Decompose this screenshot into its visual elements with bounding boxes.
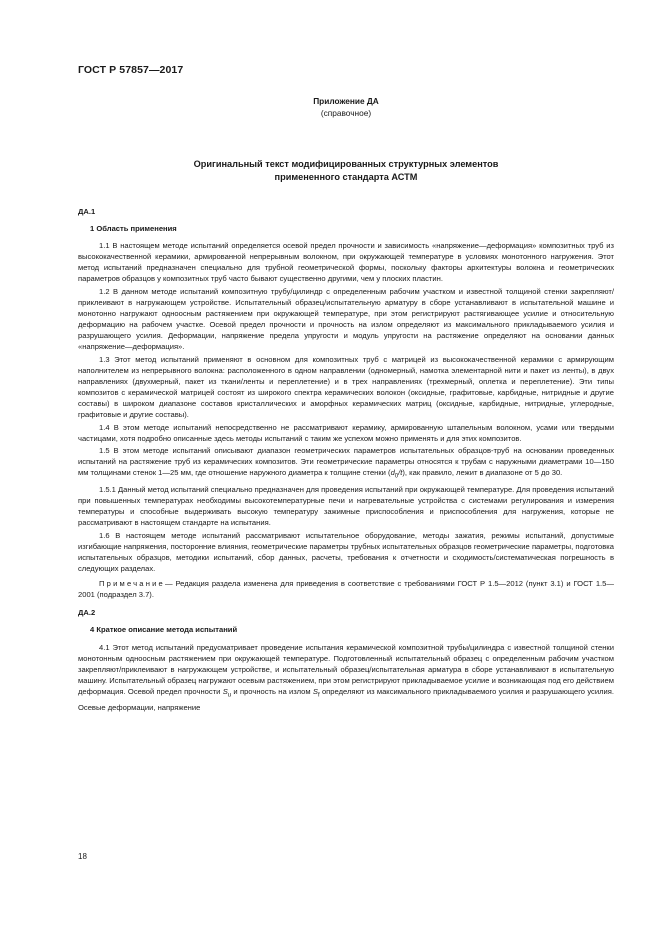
paragraph-1-5 bbox=[78, 445, 614, 483]
note-text: — Редакция раздела изменена для приведения в соответствие с требованиями ГОСТ Р 1.5—2012 (пункт 3.1) и ГОСТ 1.5—2001 (подраздел 3.7). bbox=[78, 579, 614, 600]
document-title-line-1: Оригинальный текст модифицированных структурных элементов bbox=[193, 159, 499, 169]
paragraph-1-5-text-b: ), как правило, лежит в диапазоне от 5 до 30. bbox=[402, 468, 563, 478]
formula-var-d: d bbox=[390, 468, 395, 478]
paragraph-4-1-text-b: определяют из максимального прикладываемого усилия и разрушающего усилия. Осевые деформации, напряжение bbox=[78, 686, 614, 712]
document-page bbox=[78, 0, 614, 936]
paragraph-1-5-text-a: 1.5 В этом методе испытаний описывают диапазон геометрических параметров испытательных образцов-труб на основании проведенных испытаний на растяжение труб из керамических композитов. Эти геометрические параметры относятся к трубам с наружными диаметрами 10—150 мм толщинами стенок 1—25 мм, где отношение наружного диаметра к толщине стенки ( bbox=[78, 446, 614, 478]
section-heading-scope: 1 Область применения bbox=[90, 224, 177, 234]
document-title bbox=[78, 158, 614, 183]
paragraph-1-3: 1.3 Этот метод испытаний применяют в основном для композитных труб с матрицей из высококачественной керамики с армирующим наполнителем из непрерывного волокна: расположенного в одном направлении (одномерный, намотка элементарной нити и пакет из ленты), в двух направлениях (двухмерный, пакет из ткани/ленты и переплетение) и в трех направлениях (трехмерный, оплетка и переплетение). Эти типы композитов с керамической матрицей состоят из широкого спектра керамических волокон (оксидные, графитовые, карбидные, нитридные и другие составы) в широком диапазоне составов кристаллических и аморфных керамических матриц (оксидные, карбидные, нитридные, углеродные, графитовые и другие составы). bbox=[78, 354, 614, 420]
paragraph-4-1-text-mid: и прочность на излом bbox=[231, 686, 313, 696]
section-label-da1: ДА.1 bbox=[78, 207, 96, 216]
paragraph-1-2: 1.2 В данном методе испытаний композитную трубу/цилиндр с определенным рабочим участком и известной толщиной стенки закрепляют/приклеивают в нагружающем устройстве. Испытательный образец/испытательную арматуру в сборе устанавливают в испытательной машине и монотонно нагружают одноосным растяжением при окружающей температуре, при этом регистрируют растягивающее усилие и относительную деформацию на рабочем участке. Осевой предел прочности и прочность на излом определяют из максимального прикладываемого усилия и разрушающего усилия. Деформации, напряжение предела упругости и модуль упругости на растяжение определяют на основании данных «напряжение—деформация». bbox=[78, 286, 614, 352]
formula-var-t: /t bbox=[398, 468, 403, 478]
paragraph-1-1: 1.1 В настоящем методе испытаний определяется осевой предел прочности и зависимость «напряжение—деформация» композитных труб из высококачественной керамики, армированной непрерывным волокном, при окружающей температуре в условиях монотонного нагружения. Этот метод испытаний предназначен специально для трубной геометрической формы, поскольку факторы архитектуры волокна и геометрических параметров образцов у композитных труб часто бывают существенно другими, чем у плоских пластин. bbox=[78, 241, 614, 284]
document-title-line-2: примененного стандарта АСТМ bbox=[274, 171, 418, 182]
paragraph-4-1-text-a: 4.1 Этот метод испытаний предусматривает проведение испытания керамической композитной трубы/цилиндра с известной толщиной стенки монотонным одноосным растяжением при окружающей температуре. Подготовленный испытательный образец с определенным рабочим участком закрепляют/приклеивают в нагружающем устройстве, и испытательный образец/испытательная арматура в сборе устанавливают в испытательную машину. Испытательный образец нагружают осевым растяжением, при этом регистрируют прикладываемое усилие и возникающая под его действием деформация. Осевой предел прочности bbox=[78, 642, 614, 696]
formula-sub-0: 0 bbox=[394, 473, 399, 480]
note-label: Примечание bbox=[99, 579, 165, 589]
page-number: 18 bbox=[78, 852, 87, 861]
appendix-title: Приложение ДА bbox=[313, 96, 379, 106]
document-body bbox=[78, 202, 614, 714]
section-label-da2: ДА.2 bbox=[78, 608, 96, 618]
note-paragraph bbox=[78, 578, 614, 600]
formula-var-s-f: S bbox=[312, 686, 318, 696]
paragraph-1-5-1: 1.5.1 Данный метод испытаний специально предназначен для проведения испытаний при окружающей температуре. Для проведения испытаний при повышенных температурах необходимы высокотемпературные печи и нагревательные устройства с системами регулирования и измерения температуры и способные выдерживать высокую температуру зажимные приспособления и приспособления для нагружения, которые не рассматривают в настоящем стандарте на испытания. bbox=[78, 485, 614, 528]
section-heading-summary: 4 Краткое описание метода испытаний bbox=[90, 625, 238, 635]
formula-sub-u: u bbox=[227, 692, 232, 699]
paragraph-1-4: 1.4 В этом методе испытаний непосредственно не рассматривают керамику, армированную штапельным волокном, усами или твердыми частицами, хотя подробно описанные здесь методы испытаний с таким же успехом можно применять и для этих композитов. bbox=[78, 422, 614, 443]
appendix-subtitle: (справочное) bbox=[320, 108, 372, 118]
paragraph-1-6: 1.6 В настоящем методе испытаний рассматривают испытательное оборудование, методы зажатия, режимы испытаний, допустимые изгибающие напряжения, посторонние влияния, геометрические параметры трубных испытательных образцов геометрические параметры, подготовка испытательных образцов, методики испытаний, сбор данных, расчеты, требования к отчетности и сходимость/систематическая погрешность в следующих разделах. bbox=[78, 530, 614, 574]
standard-header: ГОСТ Р 57857—2017 bbox=[78, 64, 184, 76]
formula-sub-f: f bbox=[317, 692, 320, 699]
formula-var-s-u: S bbox=[222, 686, 228, 696]
paragraph-4-1 bbox=[78, 642, 614, 713]
